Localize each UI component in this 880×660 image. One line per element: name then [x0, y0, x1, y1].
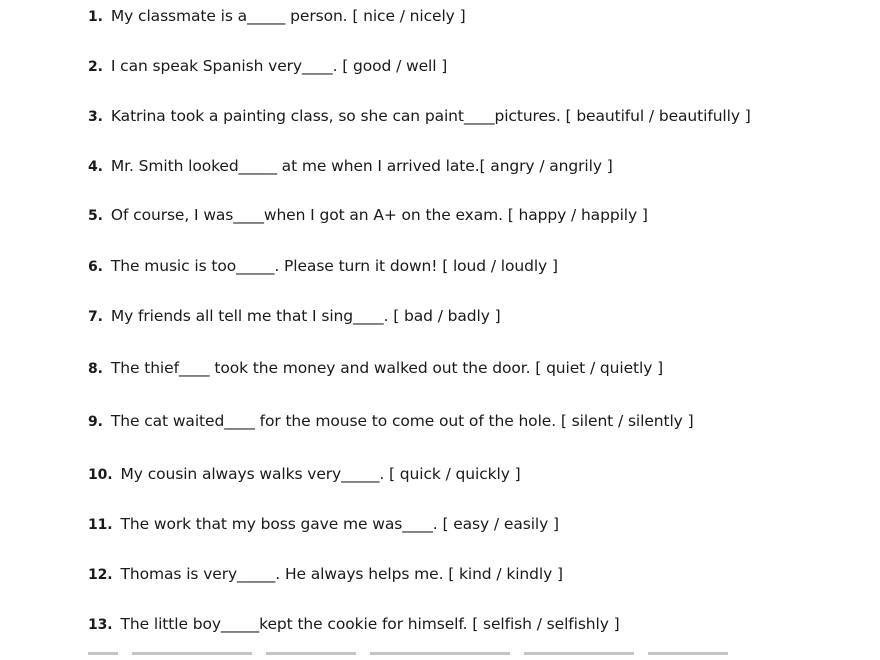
- question-5: [88, 205, 648, 226]
- question-2: [88, 56, 447, 77]
- question-text: My friends all tell me that I sing____. [ bad / badly ]: [110, 307, 501, 325]
- question-number: 3.: [88, 109, 103, 125]
- question-11: [88, 514, 559, 535]
- question-8: [88, 358, 663, 379]
- question-text: I can speak Spanish very____. [ good / well ]: [110, 57, 448, 75]
- question-number: 5.: [88, 208, 103, 224]
- question-10: [88, 464, 521, 485]
- question-7: [88, 306, 501, 327]
- question-text: The thief____ took the money and walked out the door. [ quiet / quietly ]: [110, 359, 664, 377]
- question-number: 1.: [88, 9, 103, 25]
- question-text: My cousin always walks very_____. [ quick / quickly ]: [120, 465, 521, 483]
- question-number: 9.: [88, 414, 103, 430]
- question-number: 13.: [88, 617, 113, 633]
- question-6: [88, 256, 558, 277]
- question-number: 4.: [88, 159, 103, 175]
- question-number: 7.: [88, 309, 103, 325]
- question-1: [88, 6, 466, 27]
- question-text: Mr. Smith looked_____ at me when I arrived late.[ angry / angrily ]: [110, 157, 613, 175]
- question-text: Thomas is very_____. He always helps me. [ kind / kindly ]: [120, 565, 563, 583]
- question-number: 6.: [88, 259, 103, 275]
- question-number: 10.: [88, 467, 113, 483]
- question-text: The music is too_____. Please turn it down! [ loud / loudly ]: [110, 257, 558, 275]
- question-number: 8.: [88, 361, 103, 377]
- question-number: 12.: [88, 567, 113, 583]
- question-text: The cat waited____ for the mouse to come out of the hole. [ silent / silently ]: [110, 412, 694, 430]
- question-text: The little boy_____kept the cookie for himself. [ selfish / selfishly ]: [120, 615, 620, 633]
- question-3: [88, 106, 751, 127]
- question-12: [88, 564, 563, 585]
- question-9: [88, 411, 694, 432]
- question-number: 11.: [88, 517, 113, 533]
- cut-off-next-line: [88, 652, 788, 660]
- question-13: [88, 614, 620, 635]
- question-text: My classmate is a_____ person. [ nice / nicely ]: [110, 7, 466, 25]
- question-text: The work that my boss gave me was____. [ easy / easily ]: [120, 515, 559, 533]
- question-text: Of course, I was____when I got an A+ on the exam. [ happy / happily ]: [110, 206, 648, 224]
- question-number: 2.: [88, 59, 103, 75]
- question-text: Katrina took a painting class, so she can paint____pictures. [ beautiful / beautifully ]: [110, 107, 751, 125]
- question-4: [88, 156, 613, 177]
